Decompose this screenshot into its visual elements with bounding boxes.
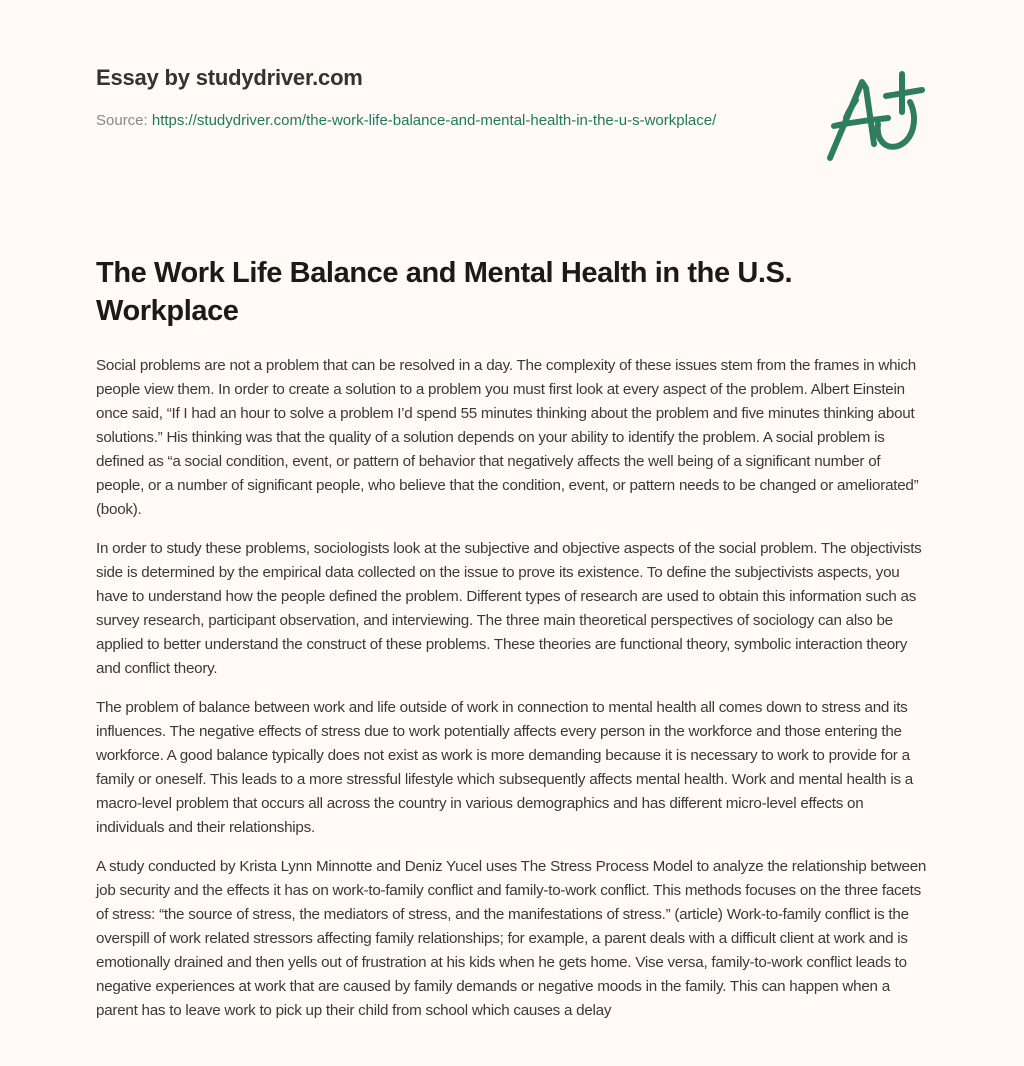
paragraph: Social problems are not a problem that can be resolved in a day. The complexity of these issues stem from the frames in which people view them. In order to create a solution to a problem you must first look at every aspect of the problem. Albert Einstein once said, “If I had an hour to solve a problem I’d spend 55 minutes thinking about the problem and five minutes thinking about solutions.” His thinking was that the quality of a solution depends on your ability to identify the problem. A social problem is defined as “a social condition, event, or pattern of behavior that negatively affects the well being of a significant number of people, or a number of significant people, who believe that the condition, event, or pattern needs to be changed or ameliorated” (book). [96, 357, 919, 518]
paragraph: In order to study these problems, sociologists look at the subjective and objective aspects of the social problem. The objectivists side is determined by the empirical data collected on the issue to prove its existence. To define the subjectivists aspects, you have to understand how the people defined the problem. Different types of research are used to obtain this information such as survey research, participant observation, and interviewing. The three main theoretical perspectives of sociology can also be applied to better understand the construct of these problems. These theories are functional theory, symbolic interaction theory and conflict theory. [96, 540, 922, 677]
site-title: Essay by studydriver.com [96, 65, 363, 90]
document-title: The Work Life Balance and Mental Health in the U.S. Workplace [96, 257, 793, 327]
paragraph: A study conducted by Krista Lynn Minnotte and Deniz Yucel uses The Stress Process Model to analyze the relationship between job security and the effects it has on work-to-family conflict and family-to-work conflict. This methods focuses on the three facets of stress: “the source of stress, the mediators of stress, and the manifestations of stress.” (article) Work-to-family conflict is the overspill of work related stressors affecting family relationships; for example, a parent deals with a difficult client at work and is emotionally drained and then yells out of frustration at his kids when he gets home. Vise versa, family-to-work conflict leads to negative experiences at work that are caused by family demands or negative moods in the family. This can happen when a parent has to leave work to pick up their child from school which causes a delay [96, 858, 927, 1019]
source-label: Source: [96, 112, 152, 129]
source-link[interactable]: https://studydriver.com/the-work-life-balance-and-mental-health-in-the-u-s-workplace/ [151, 112, 717, 129]
essay-header [96, 62, 756, 133]
paragraph: The problem of balance between work and life outside of work in connection to mental health all comes down to stress and its influences. The negative effects of stress due to work potentially affects every person in the workforce and those entering the workforce. A good balance typically does not exist as work is more demanding because it is necessary to work to provide for a family or oneself. This leads to a more stressful lifestyle which subsequently affects mental health. Work and mental health is a macro-level problem that occurs all across the country in various demographics and has different micro-level effects on individuals and their relationships. [96, 699, 913, 836]
source-line [96, 109, 756, 133]
essay-body [96, 354, 932, 1038]
a-plus-grade-icon [822, 66, 932, 166]
